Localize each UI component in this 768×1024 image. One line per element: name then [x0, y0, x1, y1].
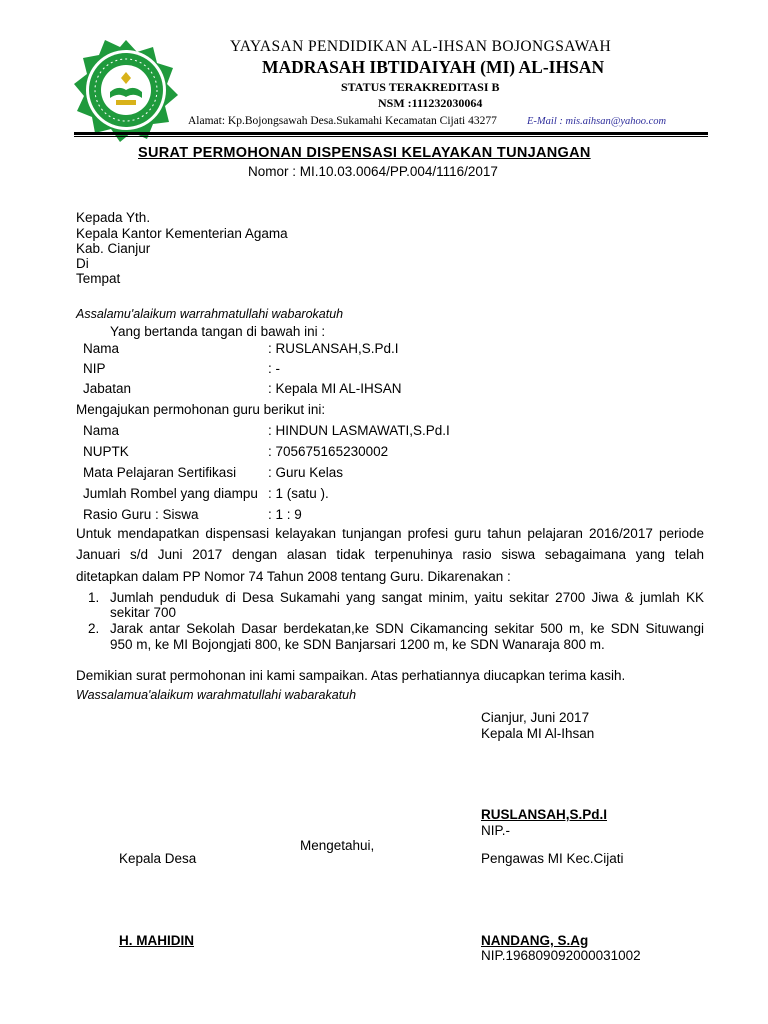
signer-field-label: NIP [83, 361, 106, 376]
reason-number: 1. [88, 590, 100, 605]
nsm-number: NSM :111232030064 [378, 96, 483, 110]
reason-number: 2. [88, 621, 100, 636]
school-email: E-Mail : mis.aihsan@yahoo.com [527, 116, 667, 127]
supervisor-name: NANDANG, S.Ag [481, 933, 589, 948]
intro-text: Yang bertanda tangan di bawah ini : [110, 324, 326, 339]
signer-field-label: Jabatan [83, 381, 132, 396]
body-line: ditetapkan dalam PP Nomor 74 Tahun 2008 tentang Guru. Dikarenakan : [76, 569, 511, 584]
signer-name: RUSLANSAH,S.Pd.I [481, 807, 608, 822]
village-head-title: Kepala Desa [119, 851, 197, 866]
foundation-name: YAYASAN PENDIDIKAN AL-IHSAN BOJONGSAWAH [230, 38, 612, 55]
farewell: Wassalamua'alaikum warahmatullahi wabarakatuh [76, 688, 357, 702]
header-divider-thin [74, 136, 708, 137]
closing-text: Demikian surat permohonan ini kami sampaikan. Atas perhatiannya diucapkan terima kasih. [76, 668, 626, 683]
accreditation-status: STATUS TERAKREDITASI B [341, 80, 500, 94]
recipient-line: Kepala Kantor Kementerian Agama [76, 226, 288, 241]
reason-text: Jumlah penduduk di Desa Sukamahi yang sangat minim, yaitu sekitar 2700 Jiwa & jumlah KK [110, 590, 704, 605]
signer-title: Kepala MI Al-Ihsan [481, 726, 595, 741]
teacher-field-label: Mata Pelajaran Sertifikasi [83, 465, 237, 480]
signer-nip: NIP.- [481, 823, 511, 838]
signer-field-value: : RUSLANSAH,S.Pd.I [268, 341, 399, 356]
teacher-field-value: : 1 : 9 [268, 507, 302, 522]
reason-text: Jarak antar Sekolah Dasar berdekatan,ke SDN Cikamancing sekitar 500 m, ke SDN Situwangi [110, 621, 704, 636]
school-name: MADRASAH IBTIDAIYAH (MI) AL-IHSAN [262, 57, 605, 77]
teacher-field-label: Rasio Guru : Siswa [83, 507, 199, 522]
school-logo [74, 38, 178, 142]
teacher-field-label: Nama [83, 423, 120, 438]
recipient-line: Kab. Cianjur [76, 241, 151, 256]
greeting: Assalamu'alaikum warrahmatullahi wabarokatuh [76, 307, 344, 321]
recipient-line: Di [76, 256, 89, 271]
village-head-name: H. MAHIDIN [119, 933, 194, 948]
signer-field-value: : Kepala MI AL-IHSAN [268, 381, 402, 396]
acknowledge-label: Mengetahui, [300, 838, 375, 853]
school-address: Alamat: Kp.Bojongsawah Desa.Sukamahi Kecamatan Cijati 43277 [188, 115, 497, 127]
teacher-field-label: Jumlah Rombel yang diampu [83, 486, 258, 501]
teacher-field-label: NUPTK [83, 444, 129, 459]
place-date: Cianjur, Juni 2017 [481, 710, 590, 725]
teacher-field-value: : 1 (satu ). [268, 486, 329, 501]
letter-number: Nomor : MI.10.03.0064/PP.004/1116/2017 [248, 164, 498, 179]
reason-text: sekitar 700 [110, 605, 177, 620]
teacher-field-value: : Guru Kelas [268, 465, 344, 480]
signer-field-value: : - [268, 361, 280, 376]
reason-text: 950 m, ke MI Bojongjati 800, ke SDN Banjarsari 1200 m, ke SDN Wanaraja 800 m. [110, 637, 605, 652]
request-intro: Mengajukan permohonan guru berikut ini: [76, 402, 326, 417]
body-line: Untuk mendapatkan dispensasi kelayakan tunjangan profesi guru tahun pelajaran 2016/2017 periode [76, 526, 704, 541]
teacher-field-value: : HINDUN LASMAWATI,S.Pd.I [268, 423, 450, 438]
recipient-line: Tempat [76, 271, 121, 286]
letter-title: SURAT PERMOHONAN DISPENSASI KELAYAKAN TUNJANGAN [138, 145, 591, 161]
signer-field-label: Nama [83, 341, 120, 356]
teacher-field-value: : 705675165230002 [268, 444, 389, 459]
body-line: Januari s/d Juni 2017 dengan alasan tidak terpenuhinya rasio siswa sebagaimana yang telah [76, 547, 704, 562]
recipient-line: Kepada Yth. [76, 210, 151, 225]
supervisor-nip: NIP.196809092000031002 [481, 948, 641, 963]
header-divider-thick [74, 132, 708, 135]
supervisor-title: Pengawas MI Kec.Cijati [481, 851, 624, 866]
